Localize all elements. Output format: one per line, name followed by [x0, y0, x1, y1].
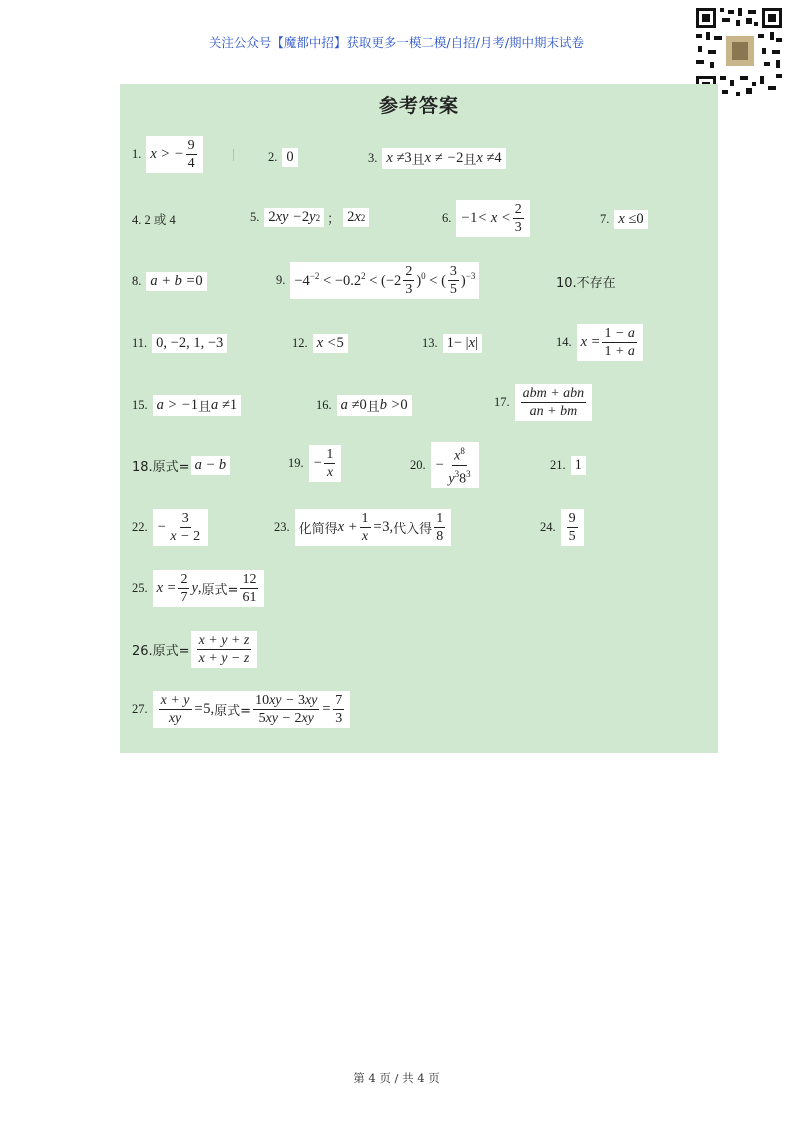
answer-18	[132, 456, 230, 475]
answer-number: 27.	[132, 702, 148, 716]
formula-text: 原式=	[214, 704, 252, 719]
formula: 2 xy − 2 y 2	[264, 208, 324, 227]
answer-number: 2.	[268, 150, 278, 164]
answer-1	[132, 136, 234, 173]
answer-11	[132, 334, 227, 353]
answer-number: 9.	[276, 273, 286, 287]
answer-25	[132, 570, 264, 607]
answer-14	[556, 324, 643, 361]
answer-number: 8.	[132, 274, 142, 288]
formula: $-4^{-2} < -0.2^2 < (-2$ $\frac{2}{3}$ )$^0$ < ( $\frac{3}{5}$ )$^{-3}$	[290, 262, 479, 299]
formula: $\frac{x + y + z}{x + y - z}$	[191, 631, 258, 668]
formula-text: 化简得	[298, 522, 338, 537]
answer-23	[274, 509, 451, 546]
answer-2	[268, 148, 298, 167]
formula: $\frac{\text{abm + abn}}{an + bm}$	[515, 384, 593, 421]
answer-21	[550, 456, 586, 475]
answer-number: 17.	[494, 395, 510, 409]
answer-15	[132, 395, 241, 416]
answer-5: 5. 2 xy − 2 y 2 ； 2 x 2	[250, 208, 369, 227]
formula: − $\frac{1}{x}$	[309, 445, 342, 482]
formula: x = $\frac{2}{7}$ y , 原式= $\frac{12}{61}$	[153, 570, 265, 607]
answer-number: 10.不存在	[556, 276, 616, 291]
formula: 1	[571, 456, 586, 475]
formula: a + b = 0	[146, 272, 206, 291]
page-title: 参考答案	[378, 95, 459, 117]
formula: a − b	[191, 456, 231, 475]
answer-number: 22.	[132, 520, 148, 534]
formula: a > − 1 且 a ≠ 1	[153, 395, 241, 416]
formula: $\frac{x + y}{xy}$ = 5, 原式= $\frac{10xy - 3xy}{5xy - 2xy}$ = $\frac{7}{3}$	[153, 691, 351, 728]
header-promo: 关注公众号【魔都中招】获取更多一模二模/自招/月考/期中期末试卷	[208, 35, 585, 50]
answer-number: 16.	[316, 398, 332, 412]
answer-8	[132, 272, 207, 291]
answer-7	[600, 210, 648, 229]
formula-text: 代入得	[393, 522, 433, 537]
answer-number: 23.	[274, 520, 290, 534]
formula: − 1 < x < $\frac{2}{3}$	[456, 200, 529, 237]
answer-16	[316, 395, 412, 416]
answer-number: 19.	[288, 456, 304, 470]
answer-10	[556, 272, 621, 291]
answer-number: 1.	[132, 147, 142, 161]
formula: 0	[282, 148, 297, 167]
answer-number: 5.	[250, 210, 260, 224]
answer-20	[410, 442, 479, 488]
answer-22	[132, 509, 208, 546]
formula: 1− | x |	[443, 334, 482, 353]
answer-4	[132, 210, 181, 228]
answer-6	[442, 200, 530, 237]
answer-3	[368, 148, 506, 169]
answer-number: 11.	[132, 336, 148, 350]
answer-number: 13.	[422, 336, 438, 350]
answer-24	[540, 509, 584, 546]
answer-9	[276, 262, 479, 299]
answer-panel	[120, 84, 718, 753]
answer-13	[422, 334, 482, 353]
formula: x ≤ 0	[614, 210, 647, 229]
answer-26	[132, 631, 257, 668]
answer-number: 6.	[442, 211, 452, 225]
answer-number: 7.	[600, 212, 610, 226]
answer-17	[494, 384, 592, 421]
answer-number: 24.	[540, 520, 556, 534]
formula: 2 x 2	[343, 208, 369, 227]
answer-number: 15.	[132, 398, 148, 412]
answer-number: 21.	[550, 458, 566, 472]
answer-19	[288, 445, 341, 482]
answer-number: 26.原式=	[132, 644, 190, 659]
formula: 0, −2, 1, −3	[152, 334, 227, 353]
formula: x ≠ 3 且 x ≠ − 2 且 x ≠ 4	[382, 148, 505, 169]
formula: a ≠ 0 且 b > 0	[337, 395, 412, 416]
answer-number: 4. 2 或 4	[132, 213, 176, 227]
formula: x < 5	[313, 334, 348, 353]
answer-number: 18.原式=	[132, 460, 190, 475]
answer-number: 25.	[132, 581, 148, 595]
formula: − $\frac{x^8}{y^38^3}$	[431, 442, 479, 488]
formula: $\frac{9}{5}$	[561, 509, 584, 546]
answer-number: 12.	[292, 336, 308, 350]
answer-number: 14.	[556, 335, 572, 349]
formula: x > − $\frac{9}{4}$	[146, 136, 202, 173]
formula: 化简得 x + $\frac{1}{x}$ = 3, 代入得 $\frac{1}{8}$	[295, 509, 452, 546]
page-footer: 第 4 页 / 共 4 页	[353, 1071, 440, 1085]
divider	[233, 149, 234, 161]
formula: − $\frac{3}{x - 2}$	[153, 509, 208, 546]
formula-text: 原式=	[201, 583, 239, 598]
answer-number: 3.	[368, 151, 378, 165]
answer-12	[292, 334, 348, 353]
formula: x = $\frac{1 - a}{1 + a}$	[577, 324, 643, 361]
answer-27	[132, 691, 350, 728]
answer-number: 20.	[410, 457, 426, 472]
